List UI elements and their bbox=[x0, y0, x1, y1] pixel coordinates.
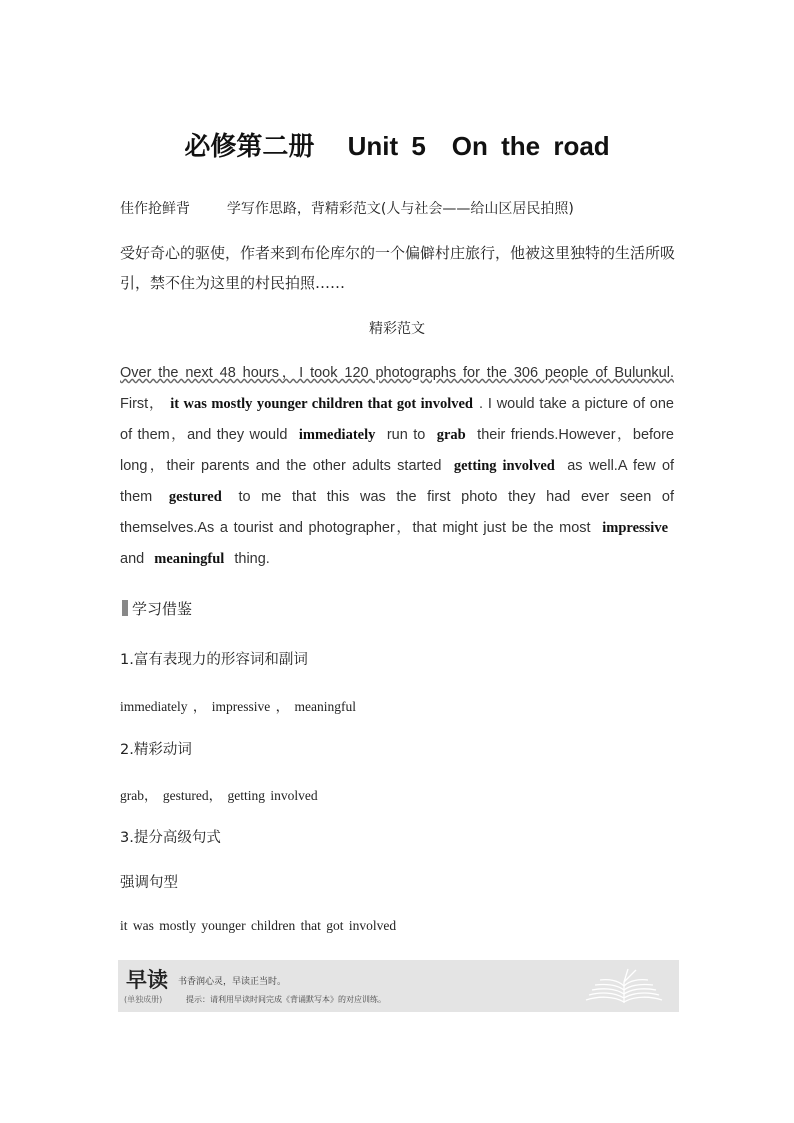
item3-words: it was mostly younger children that got involved bbox=[120, 918, 397, 933]
footer-hint: 提示：请利用早读时间完成《背诵默写本》的对应训练。 bbox=[186, 995, 386, 1004]
essay-highlight: gestured bbox=[168, 489, 222, 505]
item3-title: 3.提分高级句式 bbox=[120, 830, 221, 846]
item2-words: grab， gestured， getting involved bbox=[120, 788, 318, 803]
essay-title: 精彩范文 bbox=[369, 321, 425, 337]
essay-highlight: grab bbox=[436, 427, 466, 443]
essay-text: their friends.However，before long，their parents and the other adults started bbox=[120, 427, 674, 474]
title-cn: 必修第二册 bbox=[184, 131, 315, 161]
essay-highlight: impressive bbox=[602, 520, 669, 536]
model-essay bbox=[120, 358, 674, 575]
essay-highlight: meaningful bbox=[154, 551, 225, 567]
essay-text: and bbox=[120, 551, 145, 567]
learning-heading bbox=[122, 598, 192, 619]
footer-note-separate: (单独成册) bbox=[124, 995, 163, 1004]
footer-title: 早读 bbox=[126, 967, 168, 992]
item1-title: 1.富有表现力的形容词和副词 bbox=[120, 652, 308, 668]
essay-underlined-sentence: Over the next 48 hours，I took 120 photographs for the 306 people of Bulunkul. bbox=[120, 365, 674, 381]
learning-heading-text: 学习借鉴 bbox=[132, 600, 193, 618]
title-unit: Unit 5 On the road bbox=[347, 131, 610, 161]
item3-subtitle: 强调句型 bbox=[120, 875, 178, 891]
essay-highlight: getting involved bbox=[453, 458, 555, 474]
footer-banner bbox=[118, 960, 679, 1012]
essay-text: . I would take a picture of one of them，and they would bbox=[120, 396, 674, 443]
essay-text: First， bbox=[120, 396, 165, 412]
intro-paragraph: 受好奇心的驱使，作者来到布伦库尔的一个偏僻村庄旅行，他被这里独特的生活所吸引，禁不住为这里的村民拍照…… bbox=[120, 244, 676, 292]
footer-slogan: 书香润心灵，早读正当时。 bbox=[178, 977, 287, 987]
item2-title: 2.精彩动词 bbox=[120, 742, 192, 758]
open-book-icon bbox=[584, 968, 664, 1006]
section-subheading bbox=[120, 198, 574, 218]
essay-text: to me that this was the first photo they had ever seen of themselves.As a tourist and photographer，that might just be the most bbox=[120, 489, 674, 536]
item1-words: immediately ， impressive ， meaningful bbox=[120, 699, 356, 714]
essay-highlight: it was mostly younger children that got involved bbox=[170, 396, 473, 412]
essay-text: thing. bbox=[234, 551, 270, 567]
essay-text: as well.A few of them bbox=[120, 458, 675, 505]
heading-bar-icon bbox=[122, 600, 128, 616]
essay-highlight: immediately bbox=[298, 427, 376, 443]
subhead-label: 佳作抢鲜背 bbox=[120, 201, 190, 217]
essay-text: run to bbox=[386, 427, 426, 443]
page-title bbox=[0, 126, 794, 163]
subhead-description: 学写作思路，背精彩范文(人与社会——给山区居民拍照) bbox=[226, 201, 574, 217]
